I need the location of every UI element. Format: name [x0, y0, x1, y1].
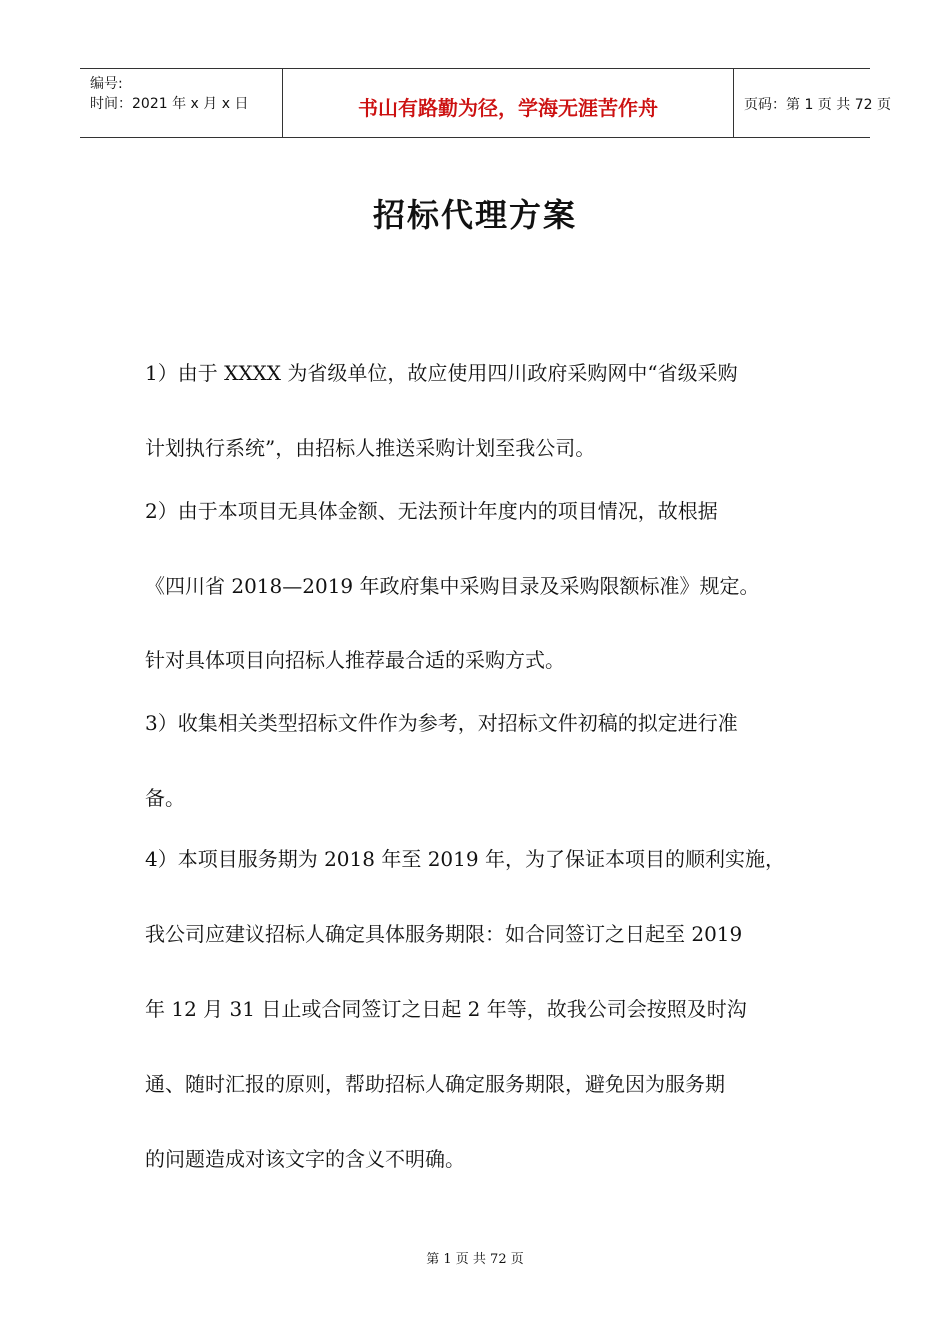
page-footer: 第 1 页 共 72 页: [426, 1252, 524, 1267]
paragraph-line: 年 12 月 31 日止或合同签订之日起 2 年等，故我公司会按照及时沟: [145, 997, 747, 1021]
document-title: 招标代理方案: [372, 196, 577, 234]
header-left-cell: [80, 69, 282, 137]
header-motto: 书山有路勤为径，学海无涯苦作舟: [358, 96, 658, 120]
paragraph-line: 备。: [145, 786, 185, 810]
header-motto-cell: [282, 69, 734, 137]
document-date: 时间：2021 年 x 月 x 日: [90, 96, 249, 112]
paragraph-line: 3）收集相关类型招标文件作为参考，对招标文件初稿的拟定进行准: [145, 711, 738, 735]
paragraph-line: 计划执行系统”，由招标人推送采购计划至我公司。: [145, 436, 596, 460]
paragraph-line: 我公司应建议招标人确定具体服务期限：如合同签订之日起至 2019: [145, 922, 743, 946]
paragraph-line: 《四川省 2018—2019 年政府集中采购目录及采购限额标准》规定。: [145, 574, 760, 598]
document-number-label: 编号:: [90, 76, 123, 92]
header-page-info: 页码：第 1 页 共 72 页: [744, 97, 891, 113]
paragraph-line: 的问题造成对该文字的含义不明确。: [145, 1147, 465, 1171]
paragraph-line: 针对具体项目向招标人推荐最合适的采购方式。: [145, 648, 565, 672]
paragraph-line: 4）本项目服务期为 2018 年至 2019 年，为了保证本项目的顺利实施，: [145, 847, 785, 871]
page-header: [80, 68, 891, 138]
paragraph-line: 通、随时汇报的原则，帮助招标人确定服务期限，避免因为服务期: [145, 1072, 725, 1096]
paragraph-line: 1）由于 XXXX 为省级单位，故应使用四川政府采购网中“省级采购: [145, 361, 738, 385]
header-right-cell: [734, 69, 891, 137]
paragraph-line: 2）由于本项目无具体金额、无法预计年度内的项目情况，故根据: [145, 499, 718, 523]
